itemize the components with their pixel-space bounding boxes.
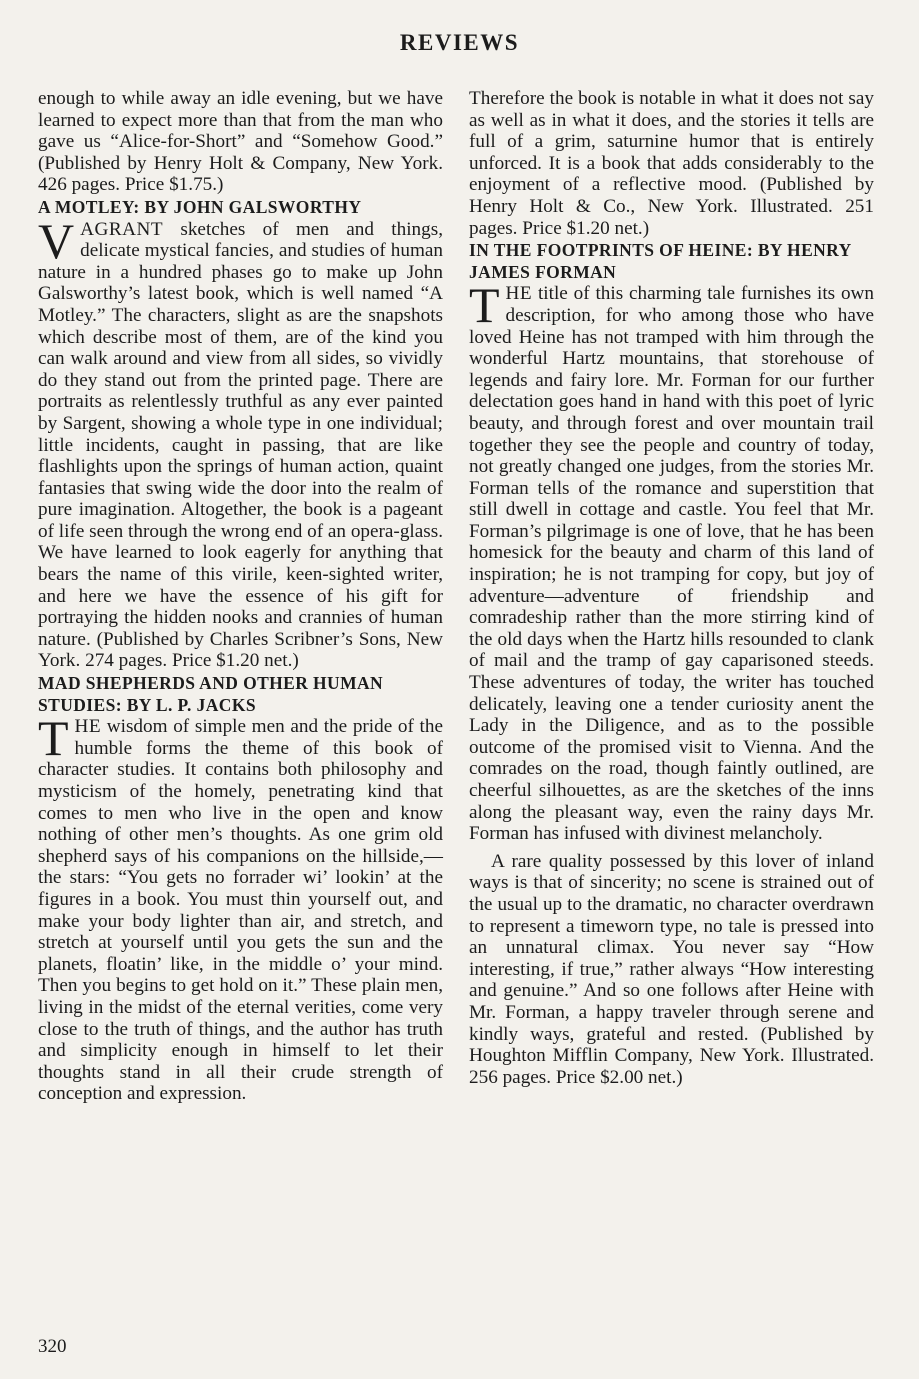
drop-cap: T (38, 710, 69, 767)
review-heading-mad-shepherds: MAD SHEPHERDS AND OTHER HUMAN STUDIES: BY L. P. JACKS (38, 673, 384, 715)
review-heading-footprints-of-heine: IN THE FOOTPRINTS OF HEINE: BY HENRY JAMES FORMAN (469, 240, 851, 282)
lead-in-caps: AGRANT (80, 218, 164, 240)
left-opening-paragraph: enough to while away an idle evening, but we have learned to expect more than that from the man who gave us “Alice-for-Short” and “Somehow Good.” (Published by Henry Holt & Company, New York. 426 pages. Price $1.75.) (38, 88, 443, 196)
review-body-mad-shepherds (38, 710, 443, 1105)
lead-in-caps: HE (74, 716, 102, 738)
review-heading-a-motley: A MOTLEY: BY JOHN GALSWORTHY (38, 196, 362, 217)
review-body-footprints-of-heine (469, 277, 874, 845)
lead-in-caps: HE (505, 283, 533, 305)
drop-cap: V (38, 212, 75, 269)
review-text: sketches of men and things, delicate mystical fancies, and studies of human nature in a hundred phases go to make up John Galsworthy’s latest book, which is well named “A Motley.” The characters, slight as are the snapshots which describe most of them, are of the kind you can walk around and view from all sides, so vividly do they stand out from the printed page. There are portraits as relentlessly truthful as any ever painted by Sargent, showing a whole type in one individual; little incidents, caught in passing, that are like flashlights upon the springs of human action, quaint fantasies that swing wide the door into the realm of pure imagination. Altogether, the book is a pageant of life seen through the wrong end of an opera-glass. We have learned to look eagerly for anything that bears the name of this virile, keen-sighted writer, and here we have the essence of his gift for portraying the hidden nooks and crannies of human nature. (Published by Charles Scribner’s Sons, New York. 274 pages. Price $1.20 net.) (38, 218, 443, 672)
right-opening-paragraph: Therefore the book is notable in what it does not say as well as in what it does, and the stories it tells are full of a grim, saturnine humor that is entirely unforced. It is a book that adds considerably to the enjoyment of a reflective mood. (Published by Henry Holt & Co., New York. Illustrated. 251 pages. Price $1.20 net.) (469, 88, 874, 239)
review-text: title of this charming tale furnishes its own description, for who among those who have loved Heine has not tramped with him through the wonderful Hartz mountains, that storehouse of legends and fairy lore. Mr. Forman for our further delectation goes hand in hand with this poet of lyric beauty, and through forest and over mountain trail together they see the people and country of today, not greatly changed one judges, from the stories Mr. Forman tells of the romance and superstition that still dwell in cottage and castle. You feel that Mr. Forman’s pilgrimage is one of love, that he has been homesick for the beauty and charm of this land of inspiration; he is not tramping for copy, but joy of adventure—adventure of friendship and comradeship rather than the more stirring kind of the old days when the Hartz hills resounded to clank of mail and the tramp of gay caparisoned steeds. These adventures of today, the writer has touched delicately, leaving one a tender curiosity anent the Lady in the Diligence, and as to the possible outcome of the promised visit to Vienna. And the comrades on the road, though faintly outlined, are cheerful silhouettes, as are the sketches of the inns along the pleasant way, even the rainy days Mr. Forman has infused with divinest melancholy. (469, 283, 874, 845)
page-number: 320 (38, 1336, 67, 1357)
review-body-a-motley (38, 212, 443, 672)
right-column (469, 88, 874, 1088)
review-second-paragraph-footprints-of-heine: A rare quality possessed by this lover of inland ways is that of sincerity; no scene is strained out of the usual up to the dramatic, no character overdrawn to represent a timeworn type, no tale is pressed into an unnatural climax. You never say “How interesting, if true,” rather always “How interesting and genuine.” And so one follows after Heine with Mr. Forman, a happy traveler through serene and kindly ways, grateful and rested. (Published by Houghton Mifflin Company, New York. Illustrated. 256 pages. Price $2.00 net.) (469, 850, 874, 1088)
running-head: REVIEWS (399, 30, 520, 55)
review-text: wisdom of simple men and the pride of the humble forms the theme of this book of character studies. It contains both philosophy and mysticism of the homely, penetrating kind that comes to men who live in the open and know nothing of other men’s thoughts. As one grim old shepherd says of his companions on the hillside,—the stars: “You gets no forrader wi’ lookin’ at the figures in a book. You must thin yourself out, and make your body lighter than air, and stretch, and stretch at yourself until you gets the sun and the planets, floatin’ like, in the middle o’ your mind. Then you begins to get hold on it.” These plain men, living in the midst of the eternal verities, come very close to the truth of things, and the author has truth and simplicity enough in himself to let their thoughts stand in all their crude strength of conception and expression. (38, 716, 443, 1105)
drop-cap: T (469, 277, 500, 334)
left-column (38, 88, 443, 1105)
